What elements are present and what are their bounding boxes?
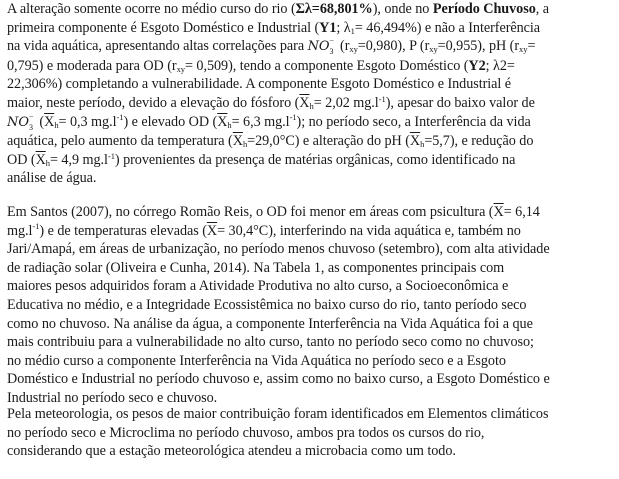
text-line: $mg.l^{-1}$) e de temperaturas elevadas $(\overline{X}= 30,4^\circ C)$, interferindo na vida aquática e, também no [7, 221, 521, 239]
text-line: na vida aquática, apresentando altas correlações para NO − 3 $(r_{xy}=0,980)$, P $(r_{xy}=0,955)$, pH ($r_{xy}=$ [7, 37, 536, 57]
text-line: mais contribuiu para a vulnerabilidade no alto curso, tanto no período seco como no chuvoso; [7, 334, 534, 351]
text-line: de radiação solar (Oliveira e Cunha, 2014). Na Tabela 1, as componentes principais com [7, 259, 505, 276]
text-line: Industrial no período seco e chuvoso. [7, 389, 218, 406]
paragraph-2 [7, 203, 613, 408]
text-line: 0,795) e moderada para OD $(r_{xy}= 0,509)$, tendo a componente Esgoto Doméstico (Y2; λ2= [7, 57, 515, 74]
text-line: 22,306%) completando a vulnerabilidade. A componente Esgoto Doméstico e Industrial é [7, 76, 512, 93]
text-line: aquática, pelo aumento da temperatura $(\overline{X}_h=29,0^\circ C)$ e alteração do pH $(\overline{X}_h=5,7)$, e redução do [7, 133, 534, 150]
text-line: no período seco e Microclima no período chuvoso, ambos pra todos os cursos do rio, [7, 424, 485, 441]
text-line: maiores pesos adquiridos foram a Atividade Produtiva no alto curso, a Socioeconômica e [7, 278, 509, 295]
paragraph-1 [7, 0, 613, 188]
text-line: análise de água. [7, 170, 97, 187]
text-line: Doméstico e Industrial no período chuvoso e, assim como no baixo curso, a Esgoto Doméstico e [7, 371, 550, 388]
text-line: NO − 3 ($\overline{X}_h= 0,3$ $mg.l^{-1}$) e elevado OD ($\overline{X}_h= 6,3$ $mg.l^{-1}$); no período seco, a Interferência da vida [7, 112, 531, 132]
text-line: OD ($\overline{X}_h= 4,9$ $mg.l^{-1}$) provenientes da presença de matérias orgânicas, como identificado na [7, 150, 516, 168]
text-line: A alteração somente ocorre no médio curso do rio (Σλ=68,801%), onde no Período Chuvoso, a [7, 1, 549, 17]
text-line: Em Santos (2007), no córrego Romão Reis, o OD foi menor em áreas com psicultura ($\overline{X}= 6,14$ [7, 204, 540, 220]
text-line: Pela meteorologia, os pesos de maior contribuição foram identificados em Elementos climáticos [7, 406, 549, 422]
text-line: como no chuvoso. Na análise da água, a componente Interferência na Vida Aquática foi a que [7, 315, 533, 332]
text-line: primeira componente é Esgoto Doméstico e Industrial (Y1; $\lambda_1= 46,494\%$) e não a Interferência [7, 19, 541, 36]
text-line: Educativa no médio, e a Integridade Ecossistêmica no baixo curso do rio, tanto período seco [7, 296, 527, 313]
text-line: no médio curso a componente Interferência na Vida Aquática no período seco e a Esgoto [7, 352, 506, 369]
text-line: considerando que a estação meteorológica atendeu a microbacia como um todo. [7, 443, 456, 460]
text-line: maior, neste período, devido a elevação do fósforo ($\overline{X}_h= 2,02$ $mg.l^{-1}$), apesar do baixo valor de [7, 93, 535, 112]
text-line: Jari/Amapá, em áreas de urbanização, no período menos chuvoso (setembro), com alta atividade [7, 241, 550, 258]
paragraph-3 [7, 405, 613, 461]
